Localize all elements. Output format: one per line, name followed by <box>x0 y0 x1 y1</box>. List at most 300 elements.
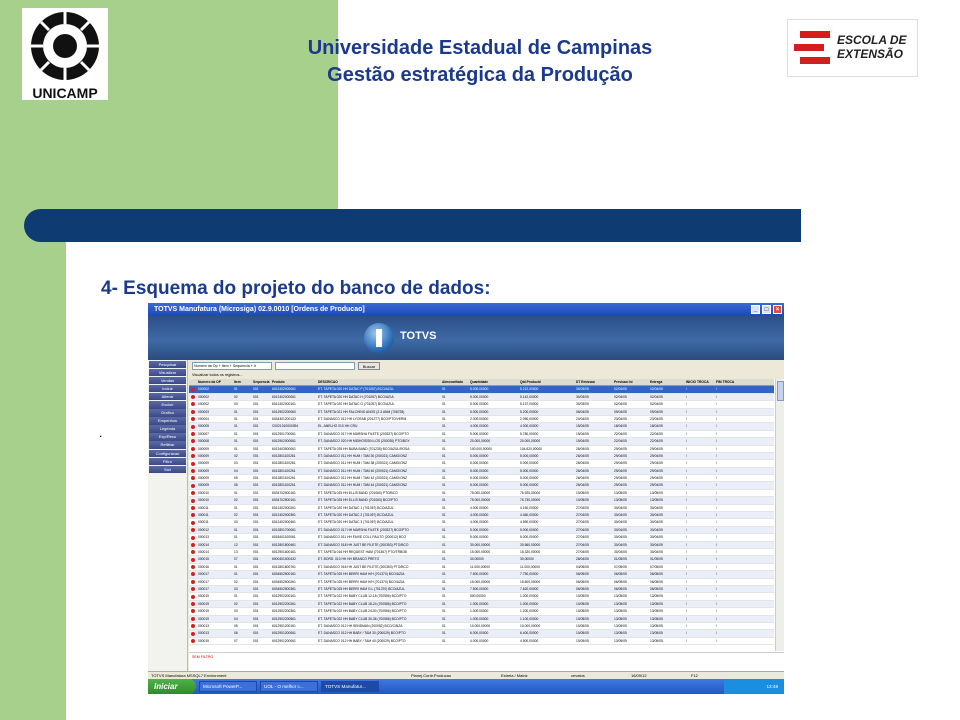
status-dot-icon <box>189 601 197 607</box>
table-cell: 13/05/05 <box>650 490 663 495</box>
minimize-icon[interactable]: _ <box>751 305 760 314</box>
grid-column-header[interactable]: Produto <box>272 380 285 384</box>
table-row[interactable] <box>189 409 774 416</box>
table-cell: 02 <box>234 579 238 584</box>
grid-column-header[interactable]: INICIO TROCA <box>686 380 709 384</box>
statusbar-key: F12 <box>691 673 698 678</box>
table-cell: ET. TAPETA 020 HH DATAC P (701057) BCO/AZUL <box>318 387 395 392</box>
table-cell: 10/05/05 <box>576 631 589 636</box>
table-row[interactable] <box>189 453 774 460</box>
table-cell: / <box>686 461 687 466</box>
table-cell: ET. TAPETA 020 HH DATAC 1 (701057) BCO/AZUL <box>318 505 394 510</box>
table-cell: / <box>716 468 717 473</box>
table-cell: / <box>716 453 717 458</box>
table-row[interactable] <box>189 386 774 393</box>
table-cell: 000017 <box>198 579 210 584</box>
table-cell: 4.000,00000 <box>470 520 489 525</box>
status-dot-icon <box>189 401 197 407</box>
grid-column-header[interactable]: Entrega <box>650 380 663 384</box>
table-cell: / <box>716 586 717 591</box>
table-cell: 29/04/05 <box>614 461 627 466</box>
table-cell: 02 <box>234 498 238 503</box>
table-cell: 01 <box>442 535 446 540</box>
table-cell: 2.000,00000 <box>470 416 489 421</box>
table-cell: / <box>686 431 687 436</box>
table-row[interactable] <box>189 527 774 534</box>
table-cell: 6012402000361 <box>272 513 296 518</box>
table-cell: 6012902000061 <box>272 439 296 444</box>
menu-item-visualizar[interactable]: Visualizar <box>149 369 186 377</box>
table-cell: 001 <box>253 476 259 481</box>
totvs-logo-icon <box>364 323 394 353</box>
status-dot-icon <box>189 490 197 496</box>
table-row[interactable] <box>189 542 774 549</box>
table-cell: 13/05/05 <box>614 616 627 621</box>
table-cell: ET. DANASCO 012 HH BABY / TAM 40 (200029) BCO/PTO <box>318 638 406 643</box>
table-cell: 20/04/05 <box>576 416 589 421</box>
table-cell: 13/05/05 <box>614 609 627 614</box>
table-row[interactable] <box>189 608 774 615</box>
status-dot-icon <box>189 527 197 533</box>
table-cell: / <box>716 394 717 399</box>
table-cell: 01 <box>442 609 446 614</box>
table-row[interactable] <box>189 638 774 645</box>
table-row[interactable] <box>189 616 774 623</box>
table-cell: 13/05/05 <box>650 638 663 643</box>
table-cell: 000017 <box>198 586 210 591</box>
grid-column-header[interactable]: Item <box>234 380 241 384</box>
table-row[interactable] <box>189 490 774 497</box>
table-cell: 01 <box>234 572 238 577</box>
table-cell: 01 <box>234 564 238 569</box>
table-cell: / <box>716 623 717 628</box>
grid-column-header[interactable]: Almoxarifado <box>442 380 464 384</box>
taskbar-button-powerpoint[interactable]: Microsoft PowerP... <box>199 681 257 692</box>
table-cell: ET. TAPETA 020 HH DATAC H (701057) BCO/AZUL <box>318 394 395 399</box>
table-cell: 2.050,00000 <box>520 416 539 421</box>
table-cell: 000019 <box>198 609 210 614</box>
table-cell: / <box>686 609 687 614</box>
table-cell: ET. TAPETA 035 HH BUBA BAND (701235) BCO/AZUL/ROSA <box>318 446 410 451</box>
table-cell: 5.000,00000 <box>520 527 539 532</box>
table-cell: 5.000,00000 <box>470 409 489 414</box>
app-window-title: TOTVS Manufatura (Microsiga) 02.9.0010 [Ordens de Producao] <box>154 306 365 313</box>
table-cell: / <box>716 387 717 392</box>
table-cell: 5.000,00000 <box>470 527 489 532</box>
grid-column-header[interactable]: DT Emissao <box>576 380 595 384</box>
order-select[interactable]: Numero da Op + Item + Sequencia + It <box>192 362 272 370</box>
table-cell: 13/05/05 <box>650 631 663 636</box>
table-cell: ET. TAPETA 022 HH BABY CLUB 24-30 (700556) BCO/PTO <box>318 609 407 614</box>
table-cell: 5.137,00000 <box>520 402 539 407</box>
table-row[interactable] <box>189 482 774 489</box>
status-dot-icon <box>189 579 197 585</box>
table-cell: 06/05/05 <box>650 586 663 591</box>
menu-item-incluir[interactable]: Incluir <box>149 385 186 393</box>
table-cell: / <box>686 586 687 591</box>
table-cell: 75.000,00000 <box>470 498 491 503</box>
table-row[interactable] <box>189 460 774 467</box>
table-cell: 6034502500161 <box>272 572 296 577</box>
table-cell: 01 <box>442 579 446 584</box>
table-cell: 000010 <box>198 498 210 503</box>
table-cell: 28/04/05 <box>576 557 589 562</box>
table-row[interactable] <box>189 623 774 630</box>
table-cell: 6034301200133 <box>272 416 296 421</box>
taskbar-button-browser[interactable]: UOL - O melhor c... <box>260 681 318 692</box>
table-cell: 000004 <box>198 416 210 421</box>
grid-column-header[interactable]: DESCRICAO <box>318 380 338 384</box>
table-cell: 01 <box>234 505 238 510</box>
table-cell: / <box>686 490 687 495</box>
table-cell: 30/04/05 <box>650 549 663 554</box>
table-cell: 6012801800461 <box>272 542 296 547</box>
status-dot-icon <box>189 453 197 459</box>
table-cell: 76.925,00000 <box>520 490 541 495</box>
table-cell: / <box>686 446 687 451</box>
table-cell: 06/05/05 <box>614 586 627 591</box>
status-dot-icon <box>189 512 197 518</box>
table-cell: / <box>686 402 687 407</box>
grid-column-header[interactable]: Numero da OP <box>198 380 221 384</box>
table-cell: 6000401000432 <box>272 557 296 562</box>
table-cell: ET. DANASCO 018 HH JUST BE FILETE (200353) PTO/BCO <box>318 542 409 547</box>
statusbar-branch: Estrela / Matriz <box>501 673 528 678</box>
table-cell: / <box>686 594 687 599</box>
table-cell: / <box>686 623 687 628</box>
table-row[interactable] <box>189 401 774 408</box>
table-row[interactable] <box>189 534 774 541</box>
table-cell: / <box>716 557 717 562</box>
table-cell: 13 <box>234 549 238 554</box>
table-cell: 6012901600161 <box>272 549 296 554</box>
window-controls <box>751 305 782 314</box>
table-cell: 02/04/05 <box>650 387 663 392</box>
table-row[interactable] <box>189 438 774 445</box>
table-cell: 26/04/05 <box>576 476 589 481</box>
table-cell: 29/04/05 <box>650 483 663 488</box>
table-cell: 26/04/05 <box>576 483 589 488</box>
table-cell: 29/04/05 <box>650 476 663 481</box>
table-cell: 001 <box>253 542 259 547</box>
table-cell: 01 <box>442 402 446 407</box>
table-cell: 01 <box>234 409 238 414</box>
grid-column-header[interactable] <box>189 379 197 385</box>
table-cell: 30/04/05 <box>614 542 627 547</box>
table-cell: 001 <box>253 387 259 392</box>
table-cell: 6012901700061 <box>272 431 296 436</box>
table-cell: / <box>716 416 717 421</box>
table-cell: 6012402000461 <box>272 520 296 525</box>
taskbar-clock: 13:48 <box>724 679 784 694</box>
table-cell: / <box>686 387 687 392</box>
table-cell: 04/05/05 <box>576 564 589 569</box>
table-cell: 500,00000 <box>470 594 486 599</box>
table-cell: 30,00000 <box>520 557 534 562</box>
table-cell: 6034502500261 <box>272 579 296 584</box>
escola-logo-line2: EXTENSÃO <box>837 47 904 61</box>
table-cell: 06/04/05 <box>576 409 589 414</box>
table-cell: 000009 <box>198 468 210 473</box>
table-cell: 6012801100261 <box>272 453 296 458</box>
escola-extensao-logo <box>787 19 918 77</box>
table-cell: 001 <box>253 498 259 503</box>
table-cell: 5.000,00000 <box>470 483 489 488</box>
table-row[interactable] <box>189 549 774 556</box>
table-cell: 01 <box>234 446 238 451</box>
table-cell: 13/05/05 <box>650 616 663 621</box>
table-cell: / <box>686 601 687 606</box>
menu-item-sair[interactable]: Sair <box>149 466 186 474</box>
table-cell: ET. DANASCO 020 HH MIDHOISSIN LOS (200030) PTO/BGY <box>318 439 410 444</box>
grid-column-header[interactable]: FIM TROCA <box>716 380 735 384</box>
table-cell: 01 <box>234 527 238 532</box>
table-cell: 10/05/05 <box>576 601 589 606</box>
table-cell: / <box>686 527 687 532</box>
search-button[interactable]: Buscar <box>358 362 380 370</box>
table-cell: / <box>686 557 687 562</box>
table-cell: 01 <box>442 601 446 606</box>
table-cell: 000013 <box>198 535 210 540</box>
table-cell: 03 <box>234 520 238 525</box>
table-cell: 6012902200161 <box>272 594 296 599</box>
table-cell: 01 <box>442 586 446 591</box>
table-cell: 5.000,00000 <box>470 431 489 436</box>
app-search-toolbar <box>189 360 784 372</box>
grid-column-header[interactable]: Previsao Ini <box>614 380 633 384</box>
table-cell: / <box>716 631 717 636</box>
table-cell: 01 <box>442 446 446 451</box>
table-cell: / <box>686 631 687 636</box>
table-cell: 000009 <box>198 461 210 466</box>
table-row[interactable] <box>189 579 774 586</box>
status-dot-icon <box>189 431 197 437</box>
status-dot-icon <box>189 438 197 444</box>
table-cell: 5.200,00000 <box>520 409 539 414</box>
table-cell: 30/04/05 <box>650 535 663 540</box>
table-cell: / <box>686 394 687 399</box>
table-cell: 01 <box>442 498 446 503</box>
table-row[interactable] <box>189 586 774 593</box>
table-cell: ET. TAPETA 020 HH DATAC G (701057) BCO/AZUL <box>318 402 395 407</box>
table-row[interactable] <box>189 630 774 637</box>
table-cell: / <box>716 476 717 481</box>
table-cell: 6018401100061 <box>272 535 296 540</box>
table-cell: 5.000,00000 <box>470 476 489 481</box>
table-cell: ET. TAPETA 022 HH BABY CLUB 12-18 (700556) BCO/PTO <box>318 594 407 599</box>
table-row[interactable] <box>189 556 774 563</box>
menu-item-excluir[interactable]: Excluir <box>149 401 186 409</box>
table-cell: 06/05/05 <box>614 579 627 584</box>
status-dot-icon <box>189 409 197 415</box>
menu-item-legenda[interactable]: Legenda <box>149 425 186 433</box>
table-cell: 09/04/05 <box>614 409 627 414</box>
menu-item-grafico[interactable]: Grafico <box>149 409 186 417</box>
table-cell: 000019 <box>198 601 210 606</box>
menu-item-pesquisar[interactable]: Pesquisar <box>149 361 186 369</box>
table-cell: 15/04/05 <box>576 424 589 429</box>
section-heading: 4- Esquema do projeto do banco de dados: <box>101 278 491 299</box>
menu-item-filtro[interactable]: Filtro <box>149 458 186 466</box>
status-dot-icon <box>189 593 197 599</box>
table-cell: / <box>686 453 687 458</box>
status-dot-icon <box>189 630 197 636</box>
app-titlebar <box>148 303 784 316</box>
table-cell: 4.150,00000 <box>520 505 539 510</box>
table-cell: 001 <box>253 586 259 591</box>
table-cell: / <box>716 424 717 429</box>
scrollbar-thumb[interactable] <box>777 381 784 401</box>
table-cell: 4.000,00000 <box>470 513 489 518</box>
status-dot-icon <box>189 394 197 400</box>
table-cell: 02/04/05 <box>614 402 627 407</box>
table-cell: 6012801100261 <box>272 476 296 481</box>
table-cell: 11.000,00000 <box>520 564 540 569</box>
table-cell: 01 <box>234 535 238 540</box>
menu-item-alterar[interactable]: Alterar <box>149 393 186 401</box>
table-cell: 001 <box>253 490 259 495</box>
table-cell: 10/05/05 <box>576 623 589 628</box>
table-cell: 5.000,00000 <box>470 394 489 399</box>
table-row[interactable] <box>189 431 774 438</box>
table-cell: / <box>716 483 717 488</box>
table-row[interactable] <box>189 446 774 453</box>
table-cell: / <box>716 513 717 518</box>
table-cell: 000019 <box>198 594 210 599</box>
table-cell: / <box>686 416 687 421</box>
menu-item-vendas[interactable]: Vendas <box>149 377 186 385</box>
close-icon[interactable]: × <box>773 305 782 314</box>
grid-column-header[interactable]: Sequencia <box>253 380 270 384</box>
table-cell: / <box>716 572 717 577</box>
table-cell: 4.460,00000 <box>520 513 539 518</box>
table-cell: 001 <box>253 439 259 444</box>
table-cell: ET. TAPETA 022 HH BABY CLUB 30-36 (700556) BCO/PTO <box>318 616 407 621</box>
table-cell: ET. DANASCO 011 HH HUM / TAM 44 (200021) CAMO/ONZ <box>318 483 408 488</box>
menu-item-exp-recu[interactable]: Exp/Recu <box>149 433 186 441</box>
table-row[interactable] <box>189 468 774 475</box>
table-row[interactable] <box>189 571 774 578</box>
table-cell: 13/05/05 <box>614 623 627 628</box>
grid-scrollbar[interactable] <box>775 379 784 651</box>
table-cell: / <box>716 520 717 525</box>
table-cell: 6012801800761 <box>272 564 296 569</box>
status-dot-icon <box>189 482 197 488</box>
table-cell: 30/04/05 <box>614 535 627 540</box>
table-cell: 01 <box>442 542 446 547</box>
table-cell: / <box>686 513 687 518</box>
table-cell: C0021010000394 <box>272 424 299 429</box>
table-row[interactable] <box>189 416 774 423</box>
table-cell: 000019 <box>198 638 210 643</box>
table-cell: 06/05/05 <box>650 579 663 584</box>
table-cell: 13/05/05 <box>650 498 663 503</box>
status-dot-icon <box>189 519 197 525</box>
menu-item-refiltrar[interactable]: Refiltrar <box>149 441 186 449</box>
table-cell: / <box>686 564 687 569</box>
table-row[interactable] <box>189 593 774 600</box>
table-cell: 001 <box>253 616 259 621</box>
table-cell: 26/04/05 <box>576 446 589 451</box>
menu-item-configuracao[interactable]: Configuracao <box>149 450 186 458</box>
table-cell: 04 <box>234 468 238 473</box>
table-cell: 30.000,00000 <box>470 542 491 547</box>
table-cell: 1.100,00000 <box>520 616 539 621</box>
taskbar-button-totvs[interactable]: TOTVS Manufatur... <box>321 681 379 692</box>
table-cell: 10/05/05 <box>576 609 589 614</box>
grid-column-header[interactable]: Qtd.Produzid <box>520 380 541 384</box>
table-cell: 27/04/05 <box>576 520 589 525</box>
table-row[interactable] <box>189 475 774 482</box>
table-cell: 001 <box>253 520 259 525</box>
start-button[interactable]: Iniciar <box>148 679 196 694</box>
escola-logo-text <box>837 33 907 61</box>
table-cell: 1.000,00000 <box>520 601 539 606</box>
table-cell: ET. DANASCO 012 HH SENDMAN (200052) BCO/CINZA <box>318 623 403 628</box>
grid-column-header[interactable]: Quantidade <box>470 380 489 384</box>
table-row[interactable] <box>189 423 774 430</box>
status-dot-icon <box>189 386 197 392</box>
table-cell: 02/04/05 <box>650 402 663 407</box>
search-input[interactable] <box>275 362 355 370</box>
table-cell: 000011 <box>198 513 209 518</box>
table-row[interactable] <box>189 512 774 519</box>
table-row[interactable] <box>189 519 774 526</box>
table-cell: / <box>686 535 687 540</box>
table-cell: 001 <box>253 594 259 599</box>
table-cell: 001 <box>253 572 259 577</box>
table-cell: 01 <box>442 638 446 643</box>
table-cell: 02 <box>234 601 238 606</box>
menu-item-empenhos[interactable]: Empenhos <box>149 417 186 425</box>
table-cell: 05 <box>234 623 238 628</box>
table-cell: 06/05/05 <box>576 586 589 591</box>
table-row[interactable] <box>189 505 774 512</box>
table-cell: 1.200,00000 <box>520 609 539 614</box>
table-cell: 01 <box>234 387 238 392</box>
table-cell: 1.000,00000 <box>470 601 489 606</box>
table-row[interactable] <box>189 601 774 608</box>
table-cell: 29/04/05 <box>614 446 627 451</box>
table-cell: 001 <box>253 564 259 569</box>
table-cell: 22/04/05 <box>614 431 627 436</box>
table-cell: 76.730,00000 <box>520 498 541 503</box>
table-cell: ET. DANASCO 011 HH HUM / TAM 38 (200021) CAMO/ONZ <box>318 461 408 466</box>
table-row[interactable] <box>189 564 774 571</box>
table-cell: / <box>716 409 717 414</box>
table-cell: 000009 <box>198 453 210 458</box>
table-cell: 19/04/05 <box>576 439 589 444</box>
table-cell: 13/05/05 <box>614 638 627 643</box>
table-row[interactable] <box>189 394 774 401</box>
table-cell: 06/05/05 <box>576 572 589 577</box>
app-side-menu <box>148 360 188 671</box>
table-cell: 104.620,00000 <box>520 446 543 451</box>
table-cell: ET. TAPETA 025 HH ELLIS BAND (701060) PTO/BCO <box>318 490 398 495</box>
table-cell: / <box>686 579 687 584</box>
table-cell: / <box>716 535 717 540</box>
table-cell: 5.000,00000 <box>520 483 539 488</box>
table-row[interactable] <box>189 497 774 504</box>
table-cell: 5.000,00000 <box>520 461 539 466</box>
table-cell: 15/04/05 <box>576 431 589 436</box>
maximize-icon[interactable]: □ <box>762 305 771 314</box>
status-dot-icon <box>189 446 197 452</box>
table-cell: 30/04/05 <box>650 520 663 525</box>
table-cell: 01 <box>442 557 446 562</box>
table-cell: ET. DANASCO 011 HH HUM / TAM 40 (200021) CAMO/ONZ <box>318 468 408 473</box>
table-cell: 09/04/05 <box>650 409 663 414</box>
